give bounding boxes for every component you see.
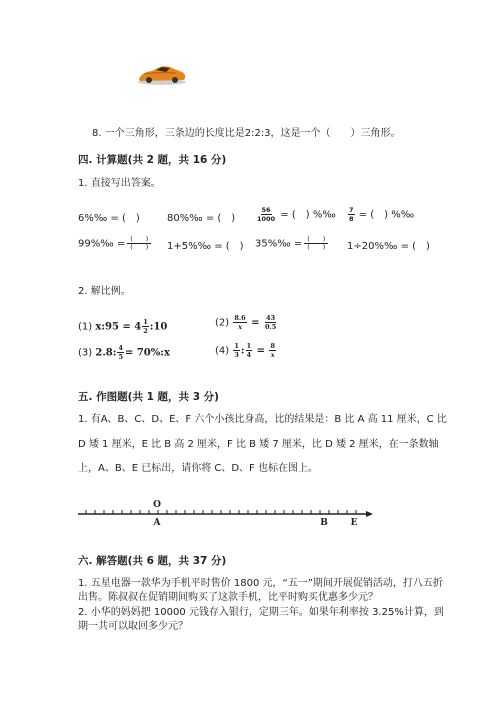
point-e-label: E (350, 518, 358, 528)
point-b-label: B (320, 518, 328, 528)
calc-item-4: $\frac{7}{8}$ = ( ) %‰ (349, 206, 415, 223)
proportion-3: (3) 2.8: $\frac{4}{5}$ = 70%:x (78, 344, 170, 361)
point-a-label: A (153, 518, 161, 528)
car-illustration (136, 64, 188, 90)
calc-item-7: 35%‰ = $\frac{( )}{( )}$ (255, 236, 328, 251)
question-8: 8. 一个三角形，三条边的长度比是2:2:3，这是一个（ ）三角形。 (92, 128, 401, 139)
calc-item-3: $\frac{56}{1000}$ = ( ) %‰ (257, 206, 336, 223)
calc-q1-title: 1. 直接写出答案。 (78, 178, 161, 189)
calc-item-1: 6%‰ = ( ) (78, 213, 140, 224)
number-line (76, 497, 376, 529)
drawing-q1: 1. 有A、B、C、D、E、F 六个小孩比身高，比的结果是：B 比 A 高 11 厘米，C 比 D 矮 1 厘米，E 比 B 高 2 厘米，F 比 B 矮 7 厘米，比 D 矮 2 厘米，在一条数轴上，A、B、E 已标出，请你将 C、D、F 也标在图上。 (78, 414, 447, 474)
answer-q2: 2. 小华的妈妈把 10000 元钱存入银行，定期三年。如果年利率按 3.25%计算，到期一共可以取回多少元？ (78, 607, 444, 632)
answer-q1: 1. 五星电器一款华为手机平时售价 1800 元，“五一”期间开展促销活动，打八五折出售。陈叔叔在促销期间购买了这款手机，比平时购买优惠多少元？ (78, 578, 443, 603)
calc-item-5: 99%‰ = $\frac{( )}{( )}$ (78, 236, 151, 251)
section-6-title: 六. 解答题(共 6 题，共 37 分) (78, 555, 227, 567)
calc-item-2: 80%‰ = ( ) (167, 213, 236, 224)
section-4-title: 四. 计算题(共 2 题，共 16 分) (78, 154, 227, 166)
proportion-1: (1) x:95 = 4 $\frac{1}{2}$ :10 (78, 318, 168, 335)
calc-item-8: 1÷20%‰ = ( ) (347, 241, 430, 252)
section-5-title: 五. 作图题(共 1 题，共 3 分) (78, 391, 219, 403)
origin-label: O (153, 500, 161, 510)
calc-q2-title: 2. 解比例。 (78, 286, 131, 297)
calc-item-6: 1+5%‰ = ( ) (167, 241, 244, 252)
proportion-2: (2) $\frac{8.6}{x}$ = $\frac{43}{0.5}$ (215, 314, 277, 331)
proportion-4: (4) $\frac{1}{3}$ : $\frac{1}{4}$ = $\frac{8}{x}$ (215, 342, 275, 359)
